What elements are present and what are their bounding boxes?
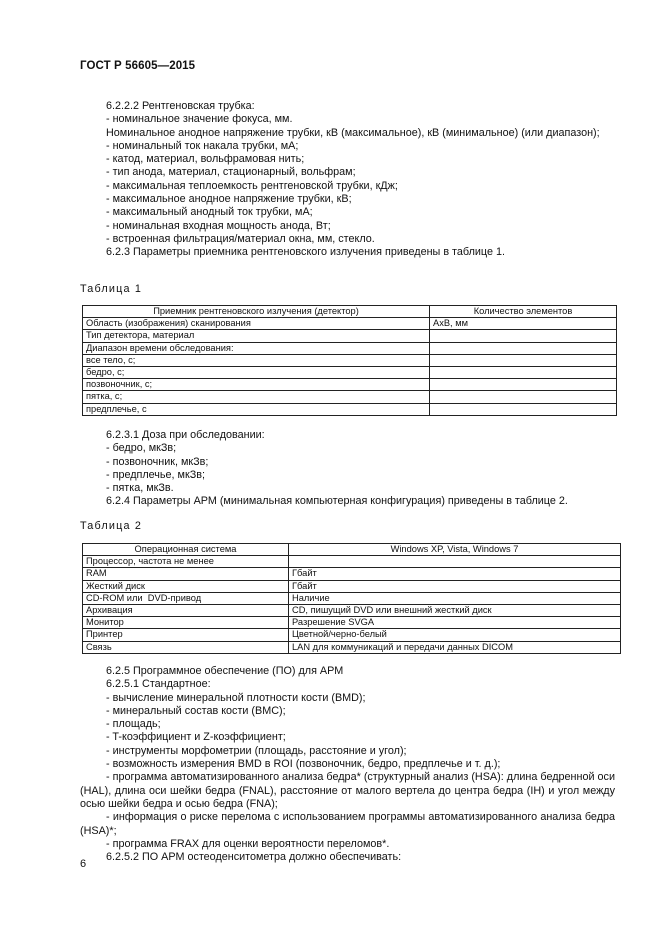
table-row — [83, 318, 617, 330]
paragraph: - бедро, мкЗв; — [106, 442, 177, 455]
paragraph: - площадь; — [106, 718, 161, 731]
section-x-ray-tube — [80, 100, 615, 260]
table-cell: АхВ, мм — [430, 318, 617, 330]
table-cell — [430, 330, 617, 342]
table-cell: RAM — [83, 568, 289, 580]
table-cell: Принтер — [83, 629, 289, 641]
paragraph: 6.2.4 Параметры АРМ (минимальная компьютерная конфигурация) приведены в таблице 2. — [106, 495, 568, 508]
table-cell — [430, 354, 617, 366]
section-dose — [80, 429, 615, 509]
table-cell: Область (изображения) сканирования — [83, 318, 430, 330]
paragraph: - встроенная фильтрация/материал окна, мм, стекло. — [106, 232, 375, 245]
table-header-row — [83, 306, 617, 318]
table-row — [83, 641, 621, 653]
table-header-row — [83, 544, 621, 556]
table-row — [83, 556, 621, 568]
table-row — [83, 342, 617, 354]
table1-caption: Таблица 1 — [80, 283, 143, 295]
table-cell: Разрешение SVGA — [289, 617, 621, 629]
table-header-cell: Количество элементов — [430, 306, 617, 318]
table-row — [83, 580, 621, 592]
document-header: ГОСТ Р 56605—2015 — [80, 60, 196, 72]
paragraph: - минеральный состав кости (BMC); — [106, 704, 286, 717]
paragraph: - катод, материал, вольфрамовая нить; — [106, 153, 305, 166]
table-cell: Архивация — [83, 604, 289, 616]
table-header-cell: Операционная система — [83, 544, 289, 556]
table-row — [83, 592, 621, 604]
table-cell: LAN для коммуникаций и передачи данных DICOM — [289, 641, 621, 653]
paragraph: 6.2.5.1 Стандартное: — [106, 678, 211, 691]
table2 — [82, 543, 621, 654]
table-cell: Гбайт — [289, 580, 621, 592]
paragraph: 6.2.2.2 Рентгеновская трубка: — [106, 100, 255, 112]
table-row — [83, 366, 617, 378]
table-header-cell: Приемник рентгеновского излучения (детектор) — [83, 306, 430, 318]
table-cell: позвоночник, с; — [83, 379, 430, 391]
paragraph: - номинальный ток накала трубки, мА; — [106, 139, 299, 152]
paragraph: - тип анода, материал, стационарный, вольфрам; — [106, 166, 356, 179]
table2-caption: Таблица 2 — [80, 520, 143, 532]
table-cell: Гбайт — [289, 568, 621, 580]
paragraph: - информация о риске перелома с использованием программы автоматизированного анализа бедра (HSA)*; — [80, 811, 615, 837]
table-row — [83, 617, 621, 629]
section-software — [80, 665, 615, 864]
table-row — [83, 354, 617, 366]
paragraph: - максимальное анодное напряжение трубки, кВ; — [106, 193, 352, 206]
paragraph: - пятка, мкЗв. — [106, 482, 174, 495]
table-cell: Процессор, частота не менее — [83, 556, 289, 568]
table-cell: Тип детектора, материал — [83, 330, 430, 342]
paragraph: - номинальное значение фокуса, мм. — [106, 113, 293, 126]
paragraph: 6.2.5.2 ПО АРМ остеоденситометра должно обеспечивать: — [106, 851, 402, 864]
table-cell: Связь — [83, 641, 289, 653]
table-row — [83, 330, 617, 342]
table-cell — [289, 556, 621, 568]
paragraph: 6.2.3.1 Доза при обследовании: — [106, 429, 265, 441]
table-cell: Наличие — [289, 592, 621, 604]
table-row — [83, 403, 617, 415]
table-cell: CD, пишущий DVD или внешний жесткий диск — [289, 604, 621, 616]
paragraph: - максимальная теплоемкость рентгеновской трубки, кДж; — [106, 179, 398, 192]
table-cell: бедро, с; — [83, 366, 430, 378]
table-cell: CD-ROM или DVD-привод — [83, 592, 289, 604]
table-cell: Жесткий диск — [83, 580, 289, 592]
paragraph: - предплечье, мкЗв; — [106, 468, 205, 481]
table-cell: предплечье, с — [83, 403, 430, 415]
paragraph: 6.2.3 Параметры приемника рентгеновского излучения приведены в таблице 1. — [106, 246, 505, 259]
table-cell — [430, 403, 617, 415]
paragraph: - инструменты морфометрии (площадь, расстояние и угол); — [106, 744, 407, 757]
table-cell: Диапазон времени обследования: — [83, 342, 430, 354]
table-cell: все тело, с; — [83, 354, 430, 366]
table-header-cell: Windows XP, Vista, Windows 7 — [289, 544, 621, 556]
page-number: 6 — [80, 858, 87, 870]
paragraph: - T-коэффициент и Z-коэффициент; — [106, 731, 286, 744]
table-cell: пятка, с; — [83, 391, 430, 403]
paragraph: - программа автоматизированного анализа бедра* (структурный анализ (HSA): длина бедренной оси (HAL), длина оси шейки бедра (FNAL), расстояние от малого вертела до центра бедра (IH) и угол между осью шейки бедра и осью бедра (FNA); — [80, 771, 615, 810]
table-cell — [430, 342, 617, 354]
table-cell — [430, 366, 617, 378]
table-row — [83, 568, 621, 580]
table-cell — [430, 379, 617, 391]
paragraph: - позвоночник, мкЗв; — [106, 455, 209, 468]
table-cell: Монитор — [83, 617, 289, 629]
paragraph: Номинальное анодное напряжение трубки, кВ (максимальное), кВ (минимальное) (или диапазон); — [106, 126, 600, 139]
table-row — [83, 391, 617, 403]
paragraph: - вычисление минеральной плотности кости (BMD); — [106, 691, 366, 704]
table1 — [82, 305, 617, 416]
paragraph: - максимальный анодный ток трубки, мА; — [106, 206, 313, 219]
table-row — [83, 604, 621, 616]
table-row — [83, 379, 617, 391]
paragraph: - возможность измерения BMD в ROI (позвоночник, бедро, предплечье и т. д.); — [106, 758, 501, 771]
table-cell: Цветной/черно-белый — [289, 629, 621, 641]
paragraph: - программа FRAX для оценки вероятности переломов*. — [106, 837, 390, 850]
table-row — [83, 629, 621, 641]
paragraph: - номинальная входная мощность анода, Вт; — [106, 219, 331, 232]
paragraph: 6.2.5 Программное обеспечение (ПО) для АРМ — [106, 665, 344, 677]
table-cell — [430, 391, 617, 403]
